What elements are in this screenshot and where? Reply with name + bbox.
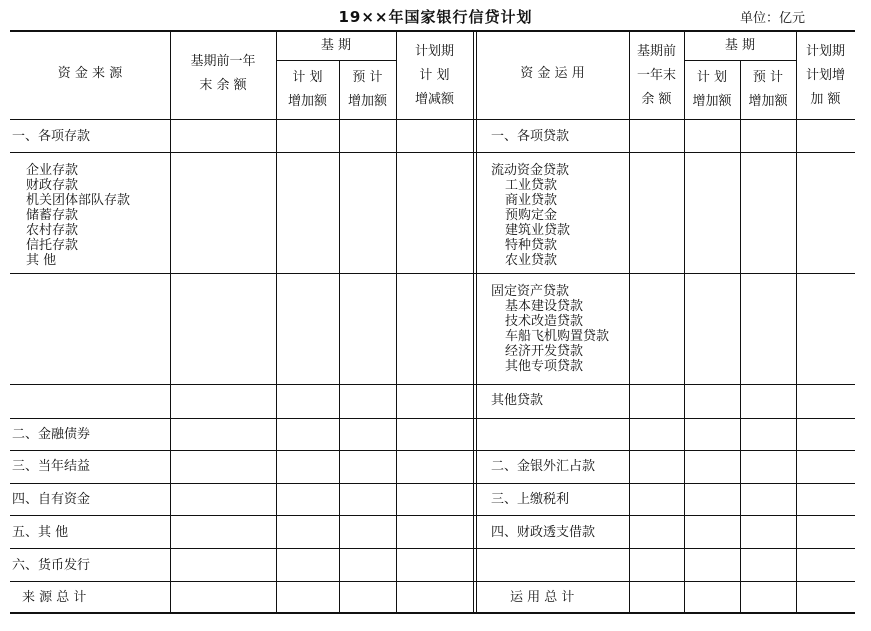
- table-bottom-rule: [10, 612, 855, 614]
- col-rule-double: [476, 30, 477, 614]
- row-surplus: 三、当年结益: [12, 459, 91, 474]
- list-item: 特种贷款: [505, 238, 558, 253]
- list-item: 农村存款: [26, 223, 79, 238]
- header-est-increase-left: 预 计 增加额: [347, 70, 387, 109]
- list-item: 车船飞机购置贷款: [505, 329, 610, 344]
- row-rule: [10, 273, 855, 274]
- col-rule: [396, 30, 397, 614]
- row-source-total: 来 源 总 计: [22, 590, 87, 605]
- list-item: 储蓄存款: [26, 208, 79, 223]
- list-item: 工业贷款: [505, 178, 558, 193]
- row-bonds: 二、金融债券: [12, 427, 91, 442]
- list-item: 商业贷款: [505, 193, 558, 208]
- list-item: 信托存款: [26, 238, 79, 253]
- list-item: 其他专项贷款: [505, 359, 584, 374]
- list-item: 财政存款: [26, 178, 79, 193]
- deposit-items: [26, 163, 130, 268]
- col-rule: [740, 60, 741, 614]
- header-plan-increase-left: 计 划 增加额: [287, 70, 327, 109]
- col-rule-double: [473, 30, 474, 614]
- col-rule: [339, 60, 340, 614]
- header-sub-rule-left: [276, 60, 396, 61]
- header-base-right: 基 期: [724, 38, 756, 53]
- list-item: 其 他: [26, 253, 57, 268]
- unit-label: 单位：亿元: [740, 11, 806, 26]
- list-item: 基本建设贷款: [505, 299, 584, 314]
- table-top-rule: [10, 30, 855, 32]
- row-deposits: 一、各项存款: [12, 129, 91, 144]
- page-title: 19××年国家银行信贷计划: [338, 8, 533, 26]
- row-currency: 六、货币发行: [12, 558, 91, 573]
- row-rule: [10, 515, 855, 516]
- list-item: 农业贷款: [505, 253, 558, 268]
- row-rule: [10, 384, 855, 385]
- list-item: 预购定金: [505, 208, 558, 223]
- header-base-left: 基 期: [320, 38, 352, 53]
- row-loans: 一、各项贷款: [491, 129, 570, 144]
- header-prev-balance-left: 基期前一年 末 余 额: [190, 54, 256, 93]
- header-est-increase-right: 预 计 增加额: [748, 70, 788, 109]
- list-item: 流动资金贷款: [491, 163, 570, 178]
- header-plan-period-increase: 计划期 计划增 加 额: [805, 44, 845, 107]
- row-use-total: 运 用 总 计: [510, 590, 575, 605]
- header-prev-balance-right: 基期前 一年末 余 额: [636, 44, 676, 107]
- row-own-funds: 四、自有资金: [12, 492, 91, 507]
- list-item: 建筑业贷款: [505, 223, 571, 238]
- list-item: 机关团体部队存款: [26, 193, 131, 208]
- list-item: 企业存款: [26, 163, 79, 178]
- row-fiscal-overdraft: 四、财政透支借款: [491, 525, 596, 540]
- list-item: 技术改造贷款: [505, 314, 584, 329]
- header-plan-increase-right: 计 划 增加额: [692, 70, 732, 109]
- col-rule: [629, 30, 630, 614]
- col-rule: [684, 30, 685, 614]
- col-rule: [276, 30, 277, 614]
- working-capital-block: [491, 163, 570, 268]
- header-plan-change: 计划期 计 划 增减额: [414, 44, 454, 107]
- row-rule: [10, 450, 855, 451]
- row-rule: [10, 418, 855, 419]
- row-other-loans: 其他贷款: [491, 393, 544, 408]
- fixed-assets-block: [491, 284, 609, 374]
- row-other: 五、其 他: [12, 525, 69, 540]
- row-rule: [10, 548, 855, 549]
- row-rule: [10, 581, 855, 582]
- row-rule: [10, 483, 855, 484]
- col-rule: [796, 30, 797, 614]
- col-rule: [170, 30, 171, 614]
- row-rule: [10, 152, 855, 153]
- row-gold-fx: 二、金银外汇占款: [491, 459, 596, 474]
- header-bottom-rule: [10, 119, 855, 120]
- list-item: 经济开发贷款: [505, 344, 584, 359]
- row-taxes: 三、上缴税利: [491, 492, 570, 507]
- list-item: 固定资产贷款: [491, 284, 570, 299]
- header-use: 资 金 运 用: [520, 66, 585, 81]
- header-source: 资 金 来 源: [57, 66, 123, 81]
